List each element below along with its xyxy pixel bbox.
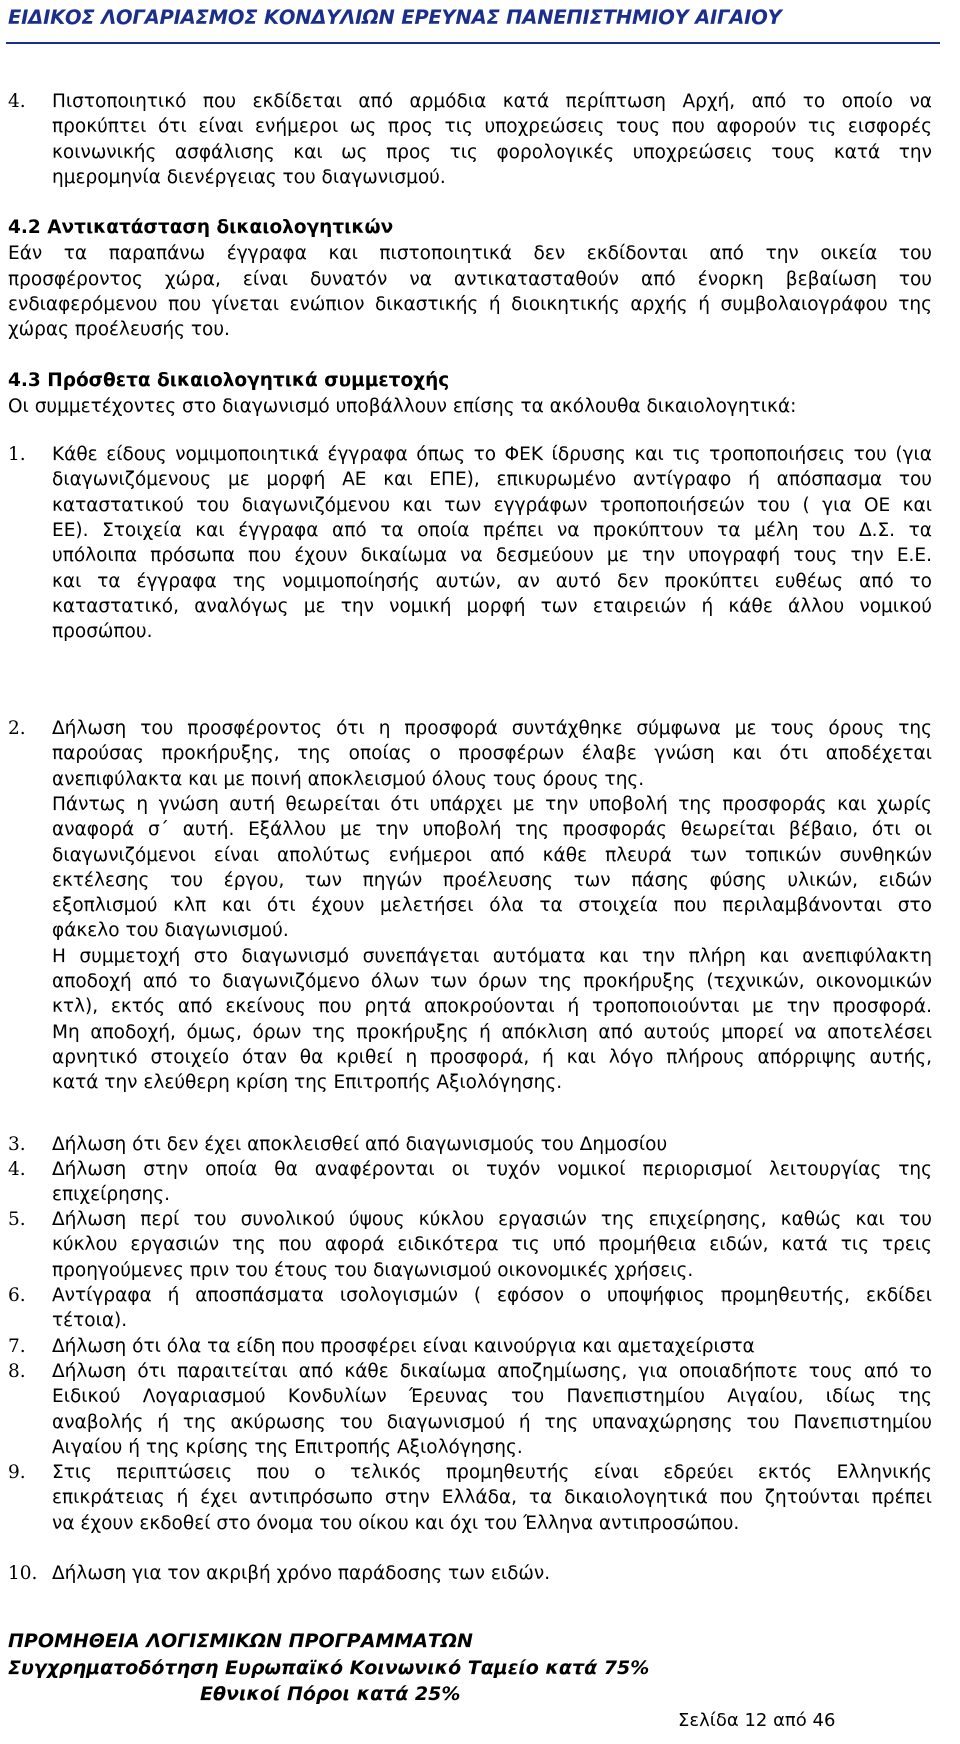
list-item-number: 2. (8, 718, 26, 739)
list-item-text-line: αποδοχή από το διαγωνιζόμενο όλων των όρων της προκήρυξης (τεχνικών, οικονομικών (52, 971, 932, 992)
list-item-text-line: αρνητικό στοιχείο όταν θα κριθεί η προσφορά, ή και λόγο πλήρους απόρριψης αυτής, (52, 1046, 932, 1068)
list-item-text-line: υπόλοιπα πρόσωπα που έχουν δικαίωμα να δεσμεύουν με την υπογραφή τους την Ε.Ε. (52, 545, 932, 567)
list-item-number: 7. (8, 1336, 26, 1357)
header-divider (6, 42, 940, 44)
list-item-text-line: Πάντως η γνώση αυτή θεωρείται ότι υπάρχει με την υποβολή της προσφοράς και χωρίς (52, 793, 932, 815)
list-item-text-line: καταστατικό, αναλόγως με την νομική μορφή των εταιρειών ή κάθε άλλου νομικού (52, 595, 932, 617)
list-item-number: 9. (8, 1462, 26, 1483)
list-item-text-line: ανεπιφύλακτα και με ποινή αποκλεισμού όλους τους όρους της. (52, 768, 645, 790)
list-item-text-line: Ειδικού Λογαριασμού Κονδυλίων Έρευνας του Πανεπιστημίου Αιγαίου, ιδίως της (52, 1386, 932, 1408)
section-heading-4-2: 4.2 Αντικατάσταση δικαιολογητικών (8, 217, 394, 238)
list-item-text-line: Μη αποδοχή, όμως, όρων της προκήρυξης ή απόκλιση από αυτούς μπορεί να αποτελέσει (52, 1021, 932, 1043)
list-item-number: 10. (8, 1563, 38, 1584)
list-item-text-line: κατά την ελεύθερη κρίση της Επιτροπής Αξιολόγησης. (52, 1072, 563, 1094)
section-4-2-text-line: χώρας προέλευσής του. (8, 319, 230, 341)
intro-item-number: 4. (8, 91, 26, 112)
list-item-text-line: διαγωνιζόμενοι είναι απολύτως ενήμεροι από κάθε πλευρά των τοπικών συνθηκών (52, 844, 932, 866)
list-item-text-line: Δήλωση στην οποία θα αναφέρονται οι τυχόν νομικοί περιορισμοί λειτουργίας της (52, 1159, 932, 1180)
list-item-text-line: Αντίγραφα ή αποσπάσματα ισολογισμών ( εφόσον ο υποψήφιος προμηθευτής, εκδίδει (52, 1285, 932, 1306)
list-item-number: 3. (8, 1134, 26, 1155)
list-item-number: 8. (8, 1361, 26, 1382)
list-item-number: 1. (8, 444, 26, 465)
list-item-text-line: εξοπλισμού κλπ και ότι έχουν μελετήσει όλα τα στοιχεία που περιλαμβάνονται στο (52, 895, 932, 917)
list-item-text-line: Η συμμετοχή στο διαγωνισμό συνεπάγεται αυτόματα και την πλήρη και ανεπιφύλακτη (52, 945, 932, 967)
list-item-text-line: εκτέλεσης του έργου, των πηγών προέλευσης των πάσης φύσης υλικών, ειδών (52, 869, 932, 891)
section-4-3-intro: Οι συμμετέχοντες στο διαγωνισμό υποβάλλουν επίσης τα ακόλουθα δικαιολογητικά: (8, 396, 797, 418)
page-number: Σελίδα 12 από 46 (678, 1710, 836, 1731)
list-item-text-line: Δήλωση ότι όλα τα είδη που προσφέρει είναι καινούργια και αμεταχείριστα (52, 1336, 755, 1357)
section-4-2-text-line: ενδιαφερόμενου που γίνεται ενώπιον δικαστικής ή διοικητικής αρχής ή συμβολαιογράφου της (8, 293, 932, 315)
list-item-text-line: Κάθε είδους νομιμοποιητικά έγγραφα όπως το ΦΕΚ ίδρυσης και τις τροποποιήσεις του (για (52, 444, 932, 465)
list-item-number: 4. (8, 1159, 26, 1180)
list-item-text-line: Δήλωση για τον ακριβή χρόνο παράδοσης των ειδών. (52, 1563, 551, 1584)
list-item-text-line: να έχουν εκδοθεί στο όνομα του οίκου και όχι του Έλληνα αντιπροσώπου. (52, 1512, 740, 1534)
list-item-text-line: φάκελο του διαγωνισμού. (52, 920, 289, 942)
list-item-number: 5. (8, 1209, 26, 1230)
list-item-text-line: επικράτειας ή έχει αντιπρόσωπο στην Ελλάδα, τα δικαιολογητικά που ζητούνται πρέπει (52, 1487, 932, 1509)
list-item-text-line: και τα έγγραφα της νομιμοποίησής αυτών, αν αυτό δεν προκύπτει ευθέως από το (52, 570, 932, 592)
intro-text-line: κοινωνικής ασφάλισης και ως προς τις φορολογικές υποχρεώσεις τους κατά την (52, 141, 932, 163)
section-4-2-text-line: προσφέροντος χώρα, είναι δυνατόν να αντικατασταθούν από ένορκη βεβαίωση του (8, 268, 932, 290)
list-item-text-line: προσώπου. (52, 621, 153, 643)
document-header: ΕΙΔΙΚΟΣ ΛΟΓΑΡΙΑΣΜΟΣ ΚΟΝΔΥΛΙΩΝ ΕΡΕΥΝΑΣ ΠΑΝΕΠΙΣΤΗΜΙΟΥ ΑΙΓΑΙΟΥ (8, 6, 782, 29)
footer-project-title: ΠΡΟΜΗΘΕΙΑ ΛΟΓΙΣΜΙΚΩΝ ΠΡΟΓΡΑΜΜΑΤΩΝ (8, 1630, 473, 1652)
intro-text-line: προκύπτει ότι είναι ενήμεροι ως προς τις υποχρεώσεις τους που αφορούν τις εισφορές (52, 116, 932, 138)
list-item-text-line: Δήλωση ότι δεν έχει αποκλεισθεί από διαγωνισμούς του Δημοσίου (52, 1134, 668, 1155)
intro-text-line: Πιστοποιητικό που εκδίδεται από αρμόδια κατά περίπτωση Αρχή, από το οποίο να (52, 91, 932, 112)
list-item-text-line: Δήλωση ότι παραιτείται από κάθε δικαίωμα αποζημίωσης, για οποιαδήποτε τους από το (52, 1361, 932, 1382)
footer-national-funding: Εθνικοί Πόροι κατά 25% (200, 1683, 461, 1705)
list-item-text-line: Δήλωση περί του συνολικού ύψους κύκλου εργασιών της επιχείρησης, καθώς και του (52, 1209, 932, 1230)
section-heading-4-3: 4.3 Πρόσθετα δικαιολογητικά συμμετοχής (8, 370, 450, 391)
list-item-text-line: τέτοια). (52, 1310, 128, 1332)
list-item-text-line: κτλ), εκτός από εκείνους που ρητά αποκρούονται ή τροποποιούνται με την προσφορά. (52, 996, 932, 1018)
list-item-text-line: ΕΕ). Στοιχεία και έγγραφα από τα οποία πρέπει να προκύπτουν τα μέλη του Δ.Σ. τα (52, 519, 932, 541)
list-item-text-line: αναβολής ή της ακύρωσης του διαγωνισμού ή της υπαναχώρησης του Πανεπιστημίου (52, 1411, 932, 1433)
list-item-text-line: Δήλωση του προσφέροντος ότι η προσφορά συντάχθηκε σύμφωνα με τους όρους της (52, 718, 932, 739)
list-item-text-line: επιχείρησης. (52, 1184, 171, 1206)
list-item-text-line: προηγούμενες πριν του έτους του διαγωνισμού οικονομικές χρήσεις. (52, 1259, 694, 1281)
footer-funding-line: Συγχρηματοδότηση Ευρωπαϊκό Κοινωνικό Ταμείο κατά 75% (8, 1657, 650, 1679)
list-item-text-line: καταστατικού του διαγωνιζόμενου και των εγγράφων τροποποιήσεών του ( για ΟΕ και (52, 494, 932, 516)
section-4-2-text-line: Εάν τα παραπάνω έγγραφα και πιστοποιητικά δεν εκδίδονται από την οικεία του (8, 243, 932, 265)
intro-text-line: ημερομηνία διενέργειας του διαγωνισμού. (52, 166, 446, 188)
list-item-text-line: Αιγαίου ή της κρίσης της Επιτροπής Αξιολόγησης. (52, 1436, 523, 1458)
list-item-text-line: διαγωνιζόμενους με μορφή ΑΕ και ΕΠΕ), επικυρωμένο αντίγραφο ή απόσπασμα του (52, 469, 932, 491)
list-item-text-line: Στις περιπτώσεις που ο τελικός προμηθευτής είναι εδρεύει εκτός Ελληνικής (52, 1462, 932, 1483)
list-item-text-line: κύκλου εργασιών της που αφορά ειδικότερα τις υπό προμήθεια ειδών, κατά τις τρεις (52, 1234, 932, 1256)
list-item-number: 6. (8, 1285, 26, 1306)
list-item-text-line: παρούσας προκήρυξης, της οποίας ο προσφέρων έλαβε γνώση και ότι αποδέχεται (52, 743, 932, 765)
list-item-text-line: αναφορά σ΄ αυτή. Εξάλλου με την υποβολή της προσφοράς θεωρείται βέβαιο, ότι οι (52, 819, 932, 841)
